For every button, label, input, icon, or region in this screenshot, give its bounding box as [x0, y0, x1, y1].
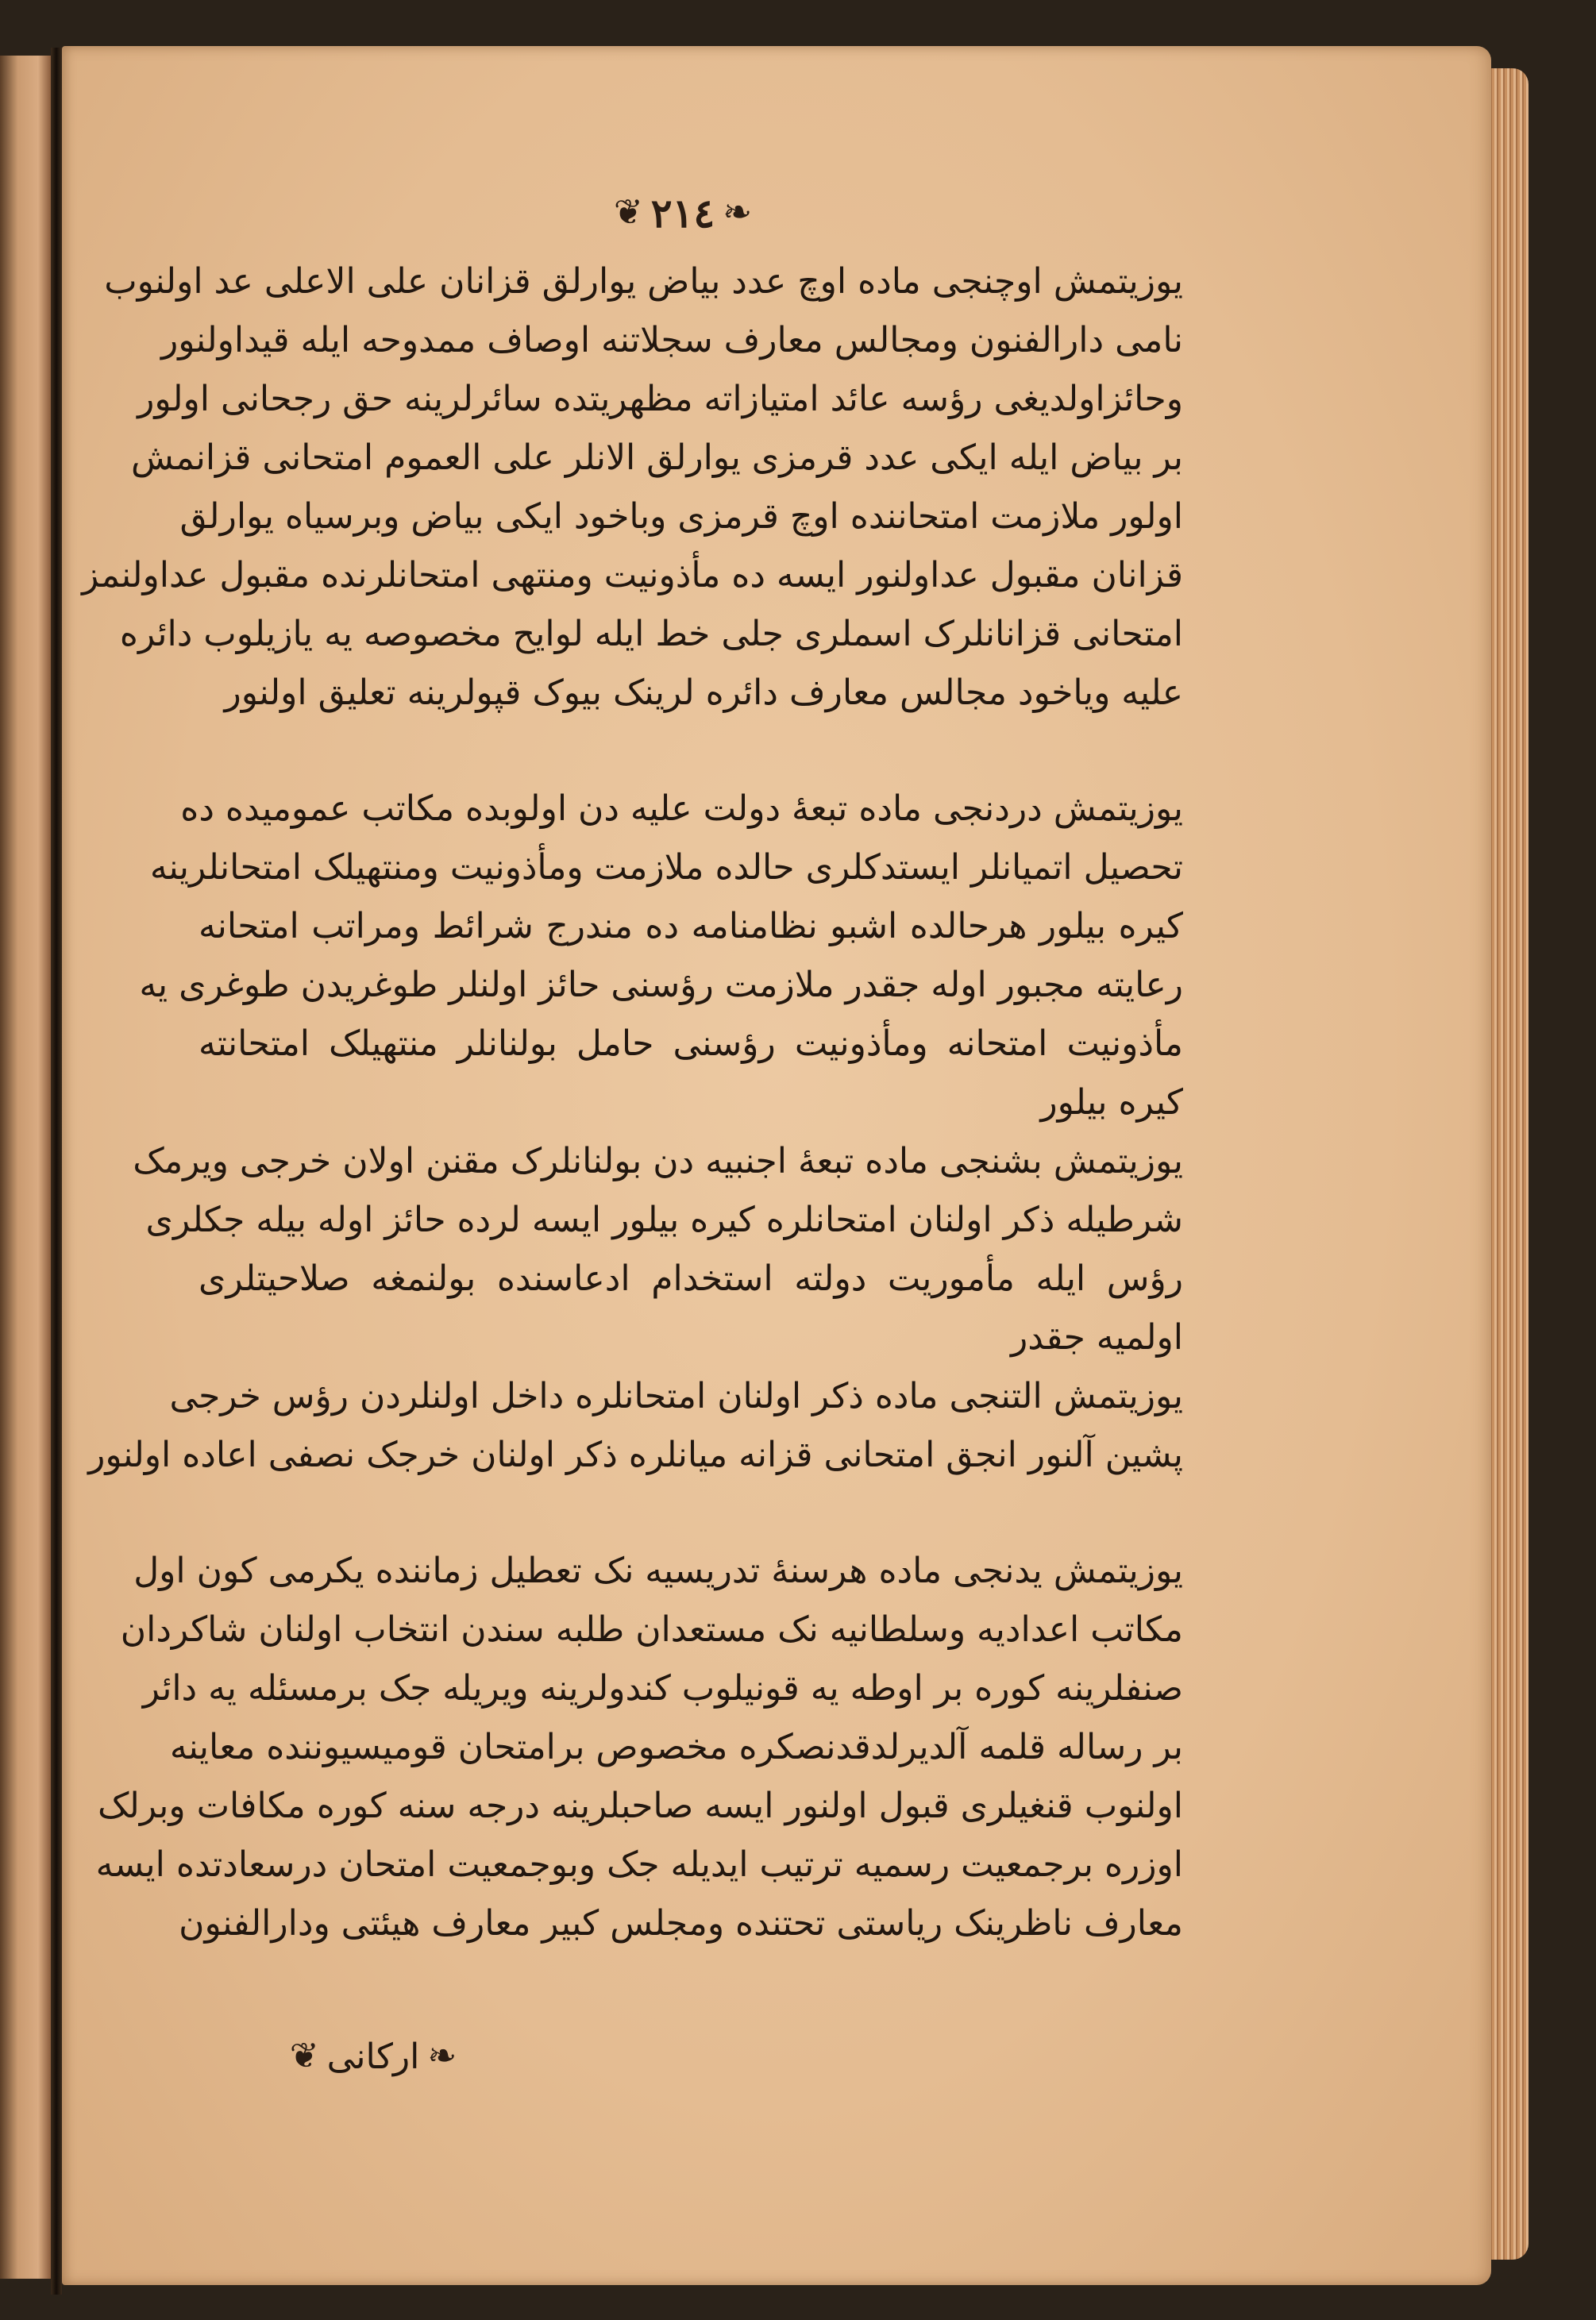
paragraph-article-177 [95, 1542, 1183, 1953]
text-line: یوزیتمش اوچنجی ماده اوچ عدد بیاض یوارلق قزانان علی الاعلی عد اولنوب [104, 261, 1183, 302]
text-line: اولنوب قنغیلری قبول اولنور ایسه صاحبلرینه درجه سنه کوره مکافات وبرلک [98, 1786, 1183, 1826]
text-line: نامی دارالفنون ومجالس معارف سجلاتنه اوصاف ممدوحه ایله قیداولنور [160, 320, 1183, 360]
left-ornament-icon: ❦ [289, 2036, 319, 2076]
paragraph-spacer [199, 1485, 1183, 1542]
book-gutter [51, 48, 62, 2295]
text-line: مکاتب اعدادیه وسلطانیه نک مستعدان طلبه سندن انتخاب اولنان شاکردان [120, 1609, 1183, 1650]
text-line: یوزیتمش یدنجی ماده هرسنهٔ تدریسیه نک تعطیل زماننده یکرمی کون اول [133, 1551, 1183, 1591]
text-line: بر رساله قلمه آلدیرلدقدنصکره مخصوص برامتحان قومیسیوننده معاینه [169, 1727, 1183, 1767]
right-ornament-icon: ❧ [427, 2036, 457, 2076]
page-body [82, 252, 1183, 1953]
catchword [270, 2029, 476, 2084]
paragraph-article-174 [139, 780, 1183, 1132]
text-line: کیره بیلور هرحالده اشبو نظامنامه ده مندرج شرائط ومراتب امتحانه [199, 906, 1183, 946]
text-line: اوزره برجمعیت رسمیه ترتیب ایدیله جک وبوجمعیت امتحان درسعادتده ایسه [95, 1844, 1183, 1885]
page-header [588, 184, 778, 241]
text-line: رعایته مجبور اوله جقدر ملازمت رؤسنی حائز اولنلر طوغریدن طوغری یه [139, 965, 1183, 1005]
text-line: تحصیل اتمیانلر ایستدکلری حالده ملازمت ومأذونیت ومنتهیلک امتحانلرینه [149, 847, 1183, 888]
text-line: یوزیتمش التنجی ماده ذکر اولنان امتحانلره داخل اولنلردن رؤس خرجی [169, 1376, 1183, 1416]
text-line: صنفلرینه کوره بر اوطه یه قونیلوب کندولرینه ویریله جک برمسئله یه دائر [142, 1668, 1183, 1709]
text-line: یوزیتمش بشنجی ماده تبعهٔ اجنبیه دن بولنانلرک مقنن اولان خرجی ویرمک [133, 1141, 1183, 1181]
text-line: بر بیاض ایله ایکی عدد قرمزی یوارلق الانلر علی العموم امتحانی قزانمش [131, 437, 1183, 478]
paragraph-article-175 [133, 1132, 1183, 1367]
left-ornament-icon: ❦ [613, 192, 643, 233]
paragraph-article-173 [82, 252, 1183, 723]
text-line: علیه وياخود مجالس معارف دائره لرینک بیوک قپولرینه تعلیق اولنور [224, 672, 1183, 713]
text-line: کیره بیلور [1040, 1082, 1183, 1123]
page-number: ٢١٤ [650, 189, 715, 237]
text-line: امتحانی قزانانلرک اسملری جلی خط ایله لوایح مخصوصه یه یازیلوب دائره [119, 614, 1183, 654]
text-line: شرطیله ذکر اولنان امتحانلره کیره بیلور ایسه لرده حائز اوله بیله جکلری [145, 1200, 1183, 1240]
text-line: پشین آلنور انجق امتحانی قزانه میانلره ذکر اولنان خرجک نصفی اعاده اولنور [88, 1435, 1183, 1475]
paragraph-article-176 [88, 1367, 1183, 1485]
text-line: اولور ملازمت امتحاننده اوچ قرمزی وباخود ایکی بیاض وبرسیاه یوارلق [179, 496, 1183, 537]
text-line: وحائزاولدیغی رؤسه عائد امتیازاته مظهریتده سائرلرینه حق رجحانی اولور [137, 379, 1183, 419]
paragraph-spacer [199, 723, 1183, 780]
text-line: مأذونیت امتحانه ومأذونیت رؤسنی حامل بولنانلر منتهیلک امتحانته [199, 1023, 1183, 1064]
text-line: یوزیتمش دردنجی ماده تبعهٔ دولت علیه دن اولوبده مکاتب عمومیده ده [180, 788, 1183, 829]
text-line: رؤس ایله مأموریت دولته استخدام ادعاسنده بولنمغه صلاحیتلری [199, 1258, 1183, 1299]
text-line: اولمیه جقدر [1011, 1317, 1183, 1358]
catchword-text: ارکانی [326, 2036, 420, 2077]
left-page-edge [0, 56, 51, 2279]
text-line: قزانان مقبول عداولنور ایسه ده مأذونیت ومنتهی امتحانلرنده مقبول عداولنمز [82, 555, 1183, 595]
text-line: معارف ناظرینک ریاستی تحتنده ومجلس کبیر معارف هیئتی ودارالفنون [179, 1903, 1183, 1944]
right-ornament-icon: ❧ [723, 192, 753, 233]
